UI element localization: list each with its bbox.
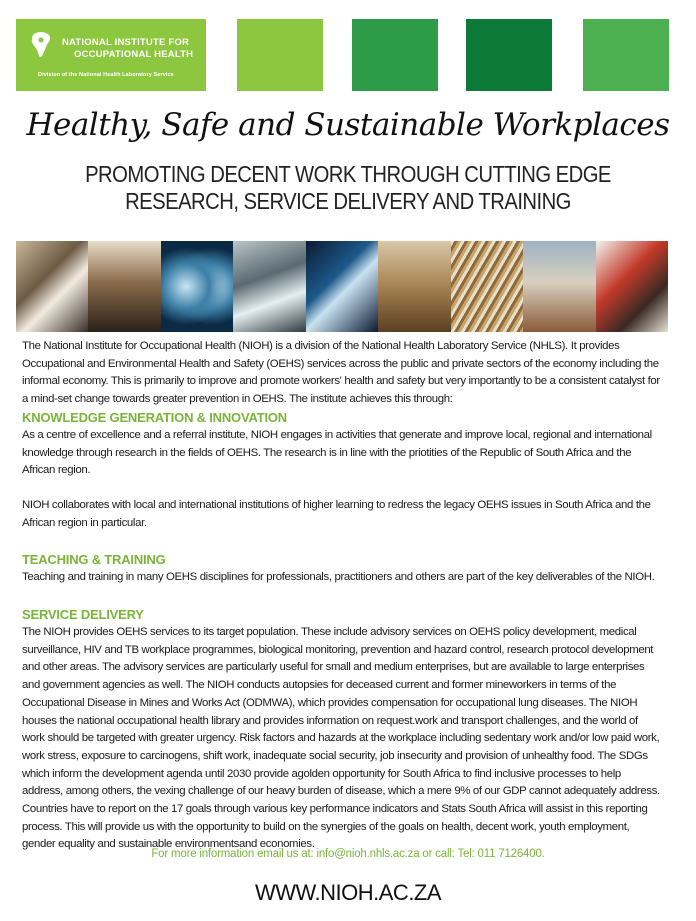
photo-mine-site bbox=[523, 241, 595, 332]
logo-text-line1: NATIONAL INSTITUTE FOR bbox=[62, 37, 190, 48]
knowledge-paragraph-2: NIOH collaborates with local and international institutions of higher learning to redress the legacy OEHS issues in South Africa and the African region in particular. bbox=[22, 498, 651, 529]
spacer bbox=[22, 587, 662, 606]
color-block-4 bbox=[583, 19, 669, 91]
heading-knowledge: KNOWLEDGE GENERATION & INNOVATION bbox=[22, 409, 287, 425]
knowledge-paragraph-1: As a centre of excellence and a referral institute, NIOH engages in activities that generate and improve local, regional and international knowledge through research in the fields of OEHS. The research is in line with the priotities of the Republic of South Africa and the African region. bbox=[22, 428, 652, 477]
subtitle-line2: RESEARCH, SERVICE DELIVERY AND TRAINING bbox=[125, 188, 571, 214]
heading-service: SERVICE DELIVERY bbox=[22, 607, 144, 623]
africa-map-icon bbox=[30, 31, 52, 59]
color-block-3 bbox=[466, 19, 552, 91]
page-subtitle bbox=[42, 161, 654, 215]
website-url[interactable]: WWW.NIOH.AC.ZA bbox=[254, 880, 442, 905]
photo-safety-worker bbox=[596, 241, 668, 332]
photo-spectacles-document bbox=[378, 241, 450, 332]
heading-teaching: TEACHING & TRAINING bbox=[22, 552, 166, 568]
service-paragraph: The NIOH provides OEHS services to its target population. These include advisory services on OEHS policy development, medical surveillance, HIV and TB workplace programmes, biological monitoring, prevention and hazard control, research protocol development and other areas. The advisory services are particularly useful for small and medium enterprises, but are available to large enterprises and government agencies as well. The NIOH conducts autopsies for deceased current and former mineworkers in terms of the Occupational Disease in Mines and Works Act (ODMWA), which provides compensation for occupational lung diseases. The NIOH houses the national occupational health library and provides information on request.work and transport challenges, and the world of work should be targeted with greater urgency. Risk factors and hazards at the workplace including sedentary work and/or low paid work, work stress, exposure to carcinogens, shift work, inadequate social security, job insecurity and provision of unhealthy food. The SDGs which inform the development agenda until 2030 provide agolden opportunity for South Africa to find inclusive processes to help address, among others, the vexing challenge of our heavy burden of disease, which a mere 9% of our GDP cannot adequately address. Countries have to report on the 17 goals through various key performance indicators and Stats South Africa will assist in this reporting process. This will provide us with the opportunity to build on the synergies of the goals on health, decent work, youth employment, gender equality and sustainable environmentsand economies. bbox=[22, 626, 660, 851]
photo-chest-xray bbox=[161, 241, 233, 332]
color-block-1 bbox=[237, 19, 323, 91]
logo-text-line3: Division of the National Health Laboratory Service bbox=[38, 72, 174, 78]
nioh-logo[interactable] bbox=[16, 19, 206, 91]
spacer bbox=[22, 480, 662, 497]
logo-text-line2: OCCUPATIONAL HEALTH bbox=[74, 49, 194, 60]
contact-info[interactable]: For more information email us at: info@nioh.nhls.ac.za or call: Tel: 011 7126400. bbox=[151, 848, 545, 860]
color-block-2 bbox=[352, 19, 438, 91]
spacer bbox=[22, 532, 662, 551]
teaching-paragraph: Teaching and training in many OEHS disciplines for professionals, practitioners and others are part of the key deliverables of the NIOH. bbox=[22, 571, 655, 584]
main-content bbox=[22, 338, 662, 854]
photo-lab-worker bbox=[16, 241, 88, 332]
photo-fibres bbox=[451, 241, 523, 332]
photo-collage bbox=[16, 241, 668, 332]
page-title: Healthy, Safe and Sustainable Workplaces bbox=[26, 107, 670, 143]
photo-microscope-scientist bbox=[88, 241, 160, 332]
photo-microscope bbox=[233, 241, 305, 332]
header bbox=[0, 0, 696, 100]
subtitle-line1: PROMOTING DECENT WORK THROUGH CUTTING EDGE bbox=[85, 161, 611, 187]
intro-paragraph: The National Institute for Occupational Health (NIOH) is a division of the National Health Laboratory Service (NHLS). It provides Occupational and Environmental Health and Safety (OEHS) services across the public and private sectors of the economy including the informal economy. This is primarily to improve and promote workers' health and safety but very importantly to be a consistent catalyst for a mind-set change towards greater prevention in OEHS. The institute achieves this through: bbox=[22, 340, 660, 406]
photo-blood-sample bbox=[306, 241, 378, 332]
